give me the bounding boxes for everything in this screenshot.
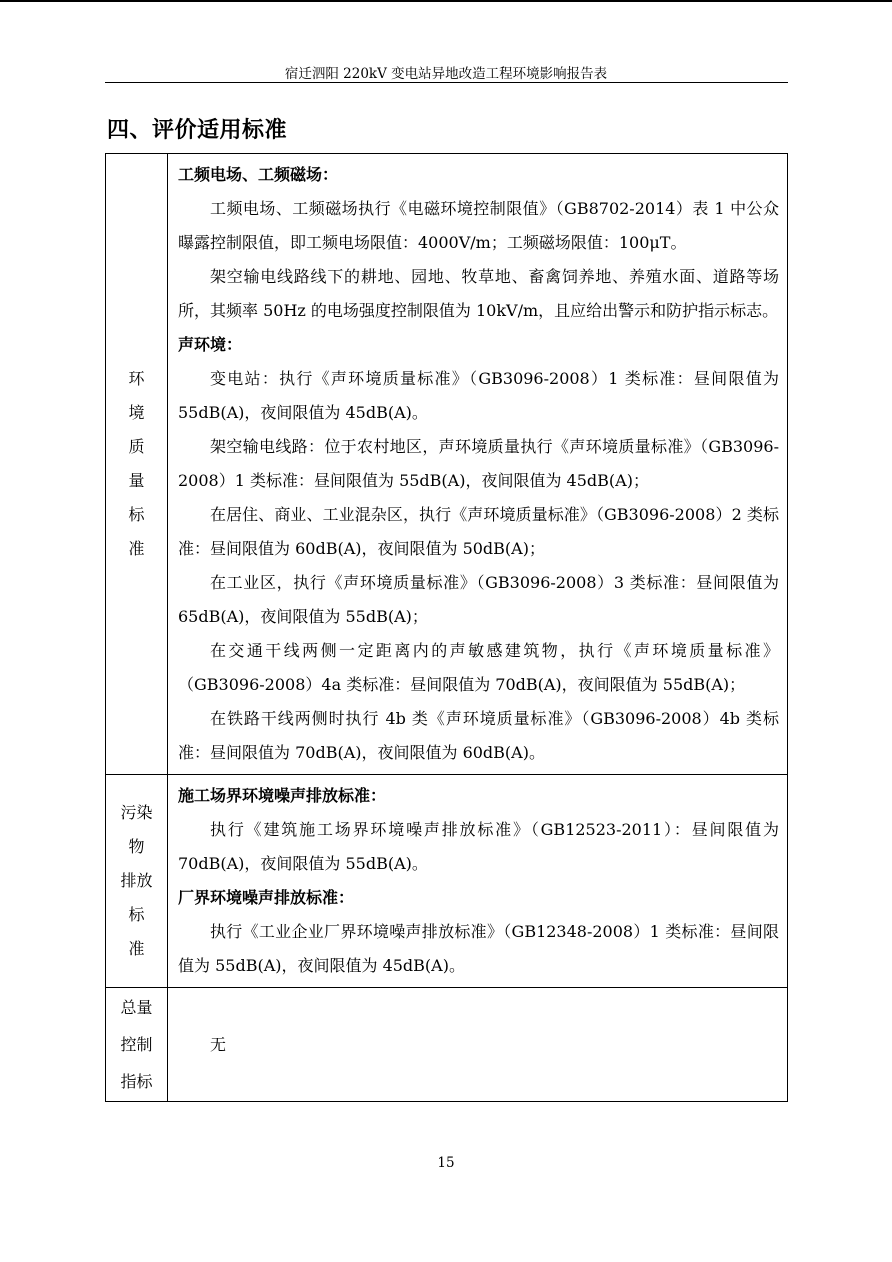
- category-label-line: 环: [128, 369, 145, 388]
- standard-paragraph: 在铁路干线两侧时执行 4b 类《声环境质量标准》（GB3096-2008）4b 类标准：昼间限值为 70dB(A)，夜间限值为 60dB(A)。: [178, 709, 779, 762]
- category-cell: [106, 988, 168, 1102]
- standards-table-body: [106, 154, 788, 1102]
- category-label-line: 指标: [120, 1072, 153, 1091]
- standards-content-cell: [168, 988, 788, 1102]
- category-label-line: 量: [128, 471, 145, 490]
- standard-paragraph: 执行《建筑施工场界环境噪声排放标准》（GB12523-2011）：昼间限值为 70dB(A)，夜间限值为 55dB(A)。: [178, 820, 779, 873]
- standards-content-cell: [168, 154, 788, 775]
- category-label-line: 境: [128, 403, 145, 422]
- report-header-title: 宿迁泗阳 220kV 变电站异地改造工程环境影响报告表: [284, 66, 608, 82]
- standard-paragraph: 无: [210, 1034, 227, 1054]
- category-cell: [106, 154, 168, 775]
- standard-paragraph: 在工业区，执行《声环境质量标准》（GB3096-2008）3 类标准：昼间限值为 65dB(A)，夜间限值为 55dB(A)；: [178, 573, 779, 626]
- category-label-line: 总量: [120, 998, 153, 1017]
- category-label-line: 控制: [120, 1035, 153, 1054]
- section-heading: 四、评价适用标准: [107, 117, 288, 143]
- standards-row: [106, 154, 788, 775]
- category-label-line: 物: [128, 837, 145, 856]
- standard-paragraph: 工频电场、工频磁场执行《电磁环境控制限值》（GB8702-2014）表 1 中公众曝露控制限值，即工频电场限值：4000V/m；工频磁场限值：100μT。: [178, 199, 779, 252]
- page-number: 15: [437, 1155, 455, 1171]
- standard-paragraph: 变电站：执行《声环境质量标准》（GB3096-2008）1 类标准：昼间限值为 55dB(A)，夜间限值为 45dB(A)。: [178, 369, 779, 422]
- standard-paragraph: 执行《工业企业厂界环境噪声排放标准》（GB12348-2008）1 类标准：昼间限值为 55dB(A)，夜间限值为 45dB(A)。: [178, 922, 779, 975]
- standard-subheading: 施工场界环境噪声排放标准：: [178, 786, 387, 805]
- standard-paragraph: 在交通干线两侧一定距离内的声敏感建筑物，执行《声环境质量标准》（GB3096-2008）4a 类标准：昼间限值为 70dB(A)，夜间限值为 55dB(A)；: [178, 641, 779, 694]
- standards-table: [105, 153, 788, 1102]
- top-border-rule: [0, 0, 892, 2]
- standards-row: [106, 988, 788, 1102]
- standard-paragraph: 在居住、商业、工业混杂区，执行《声环境质量标准》（GB3096-2008）2 类标准：昼间限值为 60dB(A)，夜间限值为 50dB(A)；: [178, 505, 779, 558]
- header-divider: [105, 82, 788, 83]
- standards-content-cell: [168, 775, 788, 988]
- category-label-line: 质: [128, 437, 145, 456]
- standard-subheading: 工频电场、工频磁场：: [178, 165, 339, 184]
- category-label-line: 标: [128, 905, 145, 924]
- standards-row: [106, 775, 788, 988]
- category-label-line: 标: [128, 505, 145, 524]
- category-label-line: 准: [128, 539, 145, 558]
- category-label-line: 准: [128, 939, 145, 958]
- category-label-line: 排放: [120, 871, 153, 890]
- standard-paragraph: 架空输电线路：位于农村地区，声环境质量执行《声环境质量标准》（GB3096-2008）1 类标准：昼间限值为 55dB(A)，夜间限值为 45dB(A)；: [178, 437, 779, 490]
- category-cell: [106, 775, 168, 988]
- standard-subheading: 厂界环境噪声排放标准：: [178, 888, 355, 907]
- category-label-line: 污染: [120, 803, 153, 822]
- standard-paragraph: 架空输电线路线下的耕地、园地、牧草地、畜禽饲养地、养殖水面、道路等场所，其频率 50Hz 的电场强度控制限值为 10kV/m，且应给出警示和防护指示标志。: [178, 267, 779, 320]
- standard-subheading: 声环境：: [178, 335, 243, 354]
